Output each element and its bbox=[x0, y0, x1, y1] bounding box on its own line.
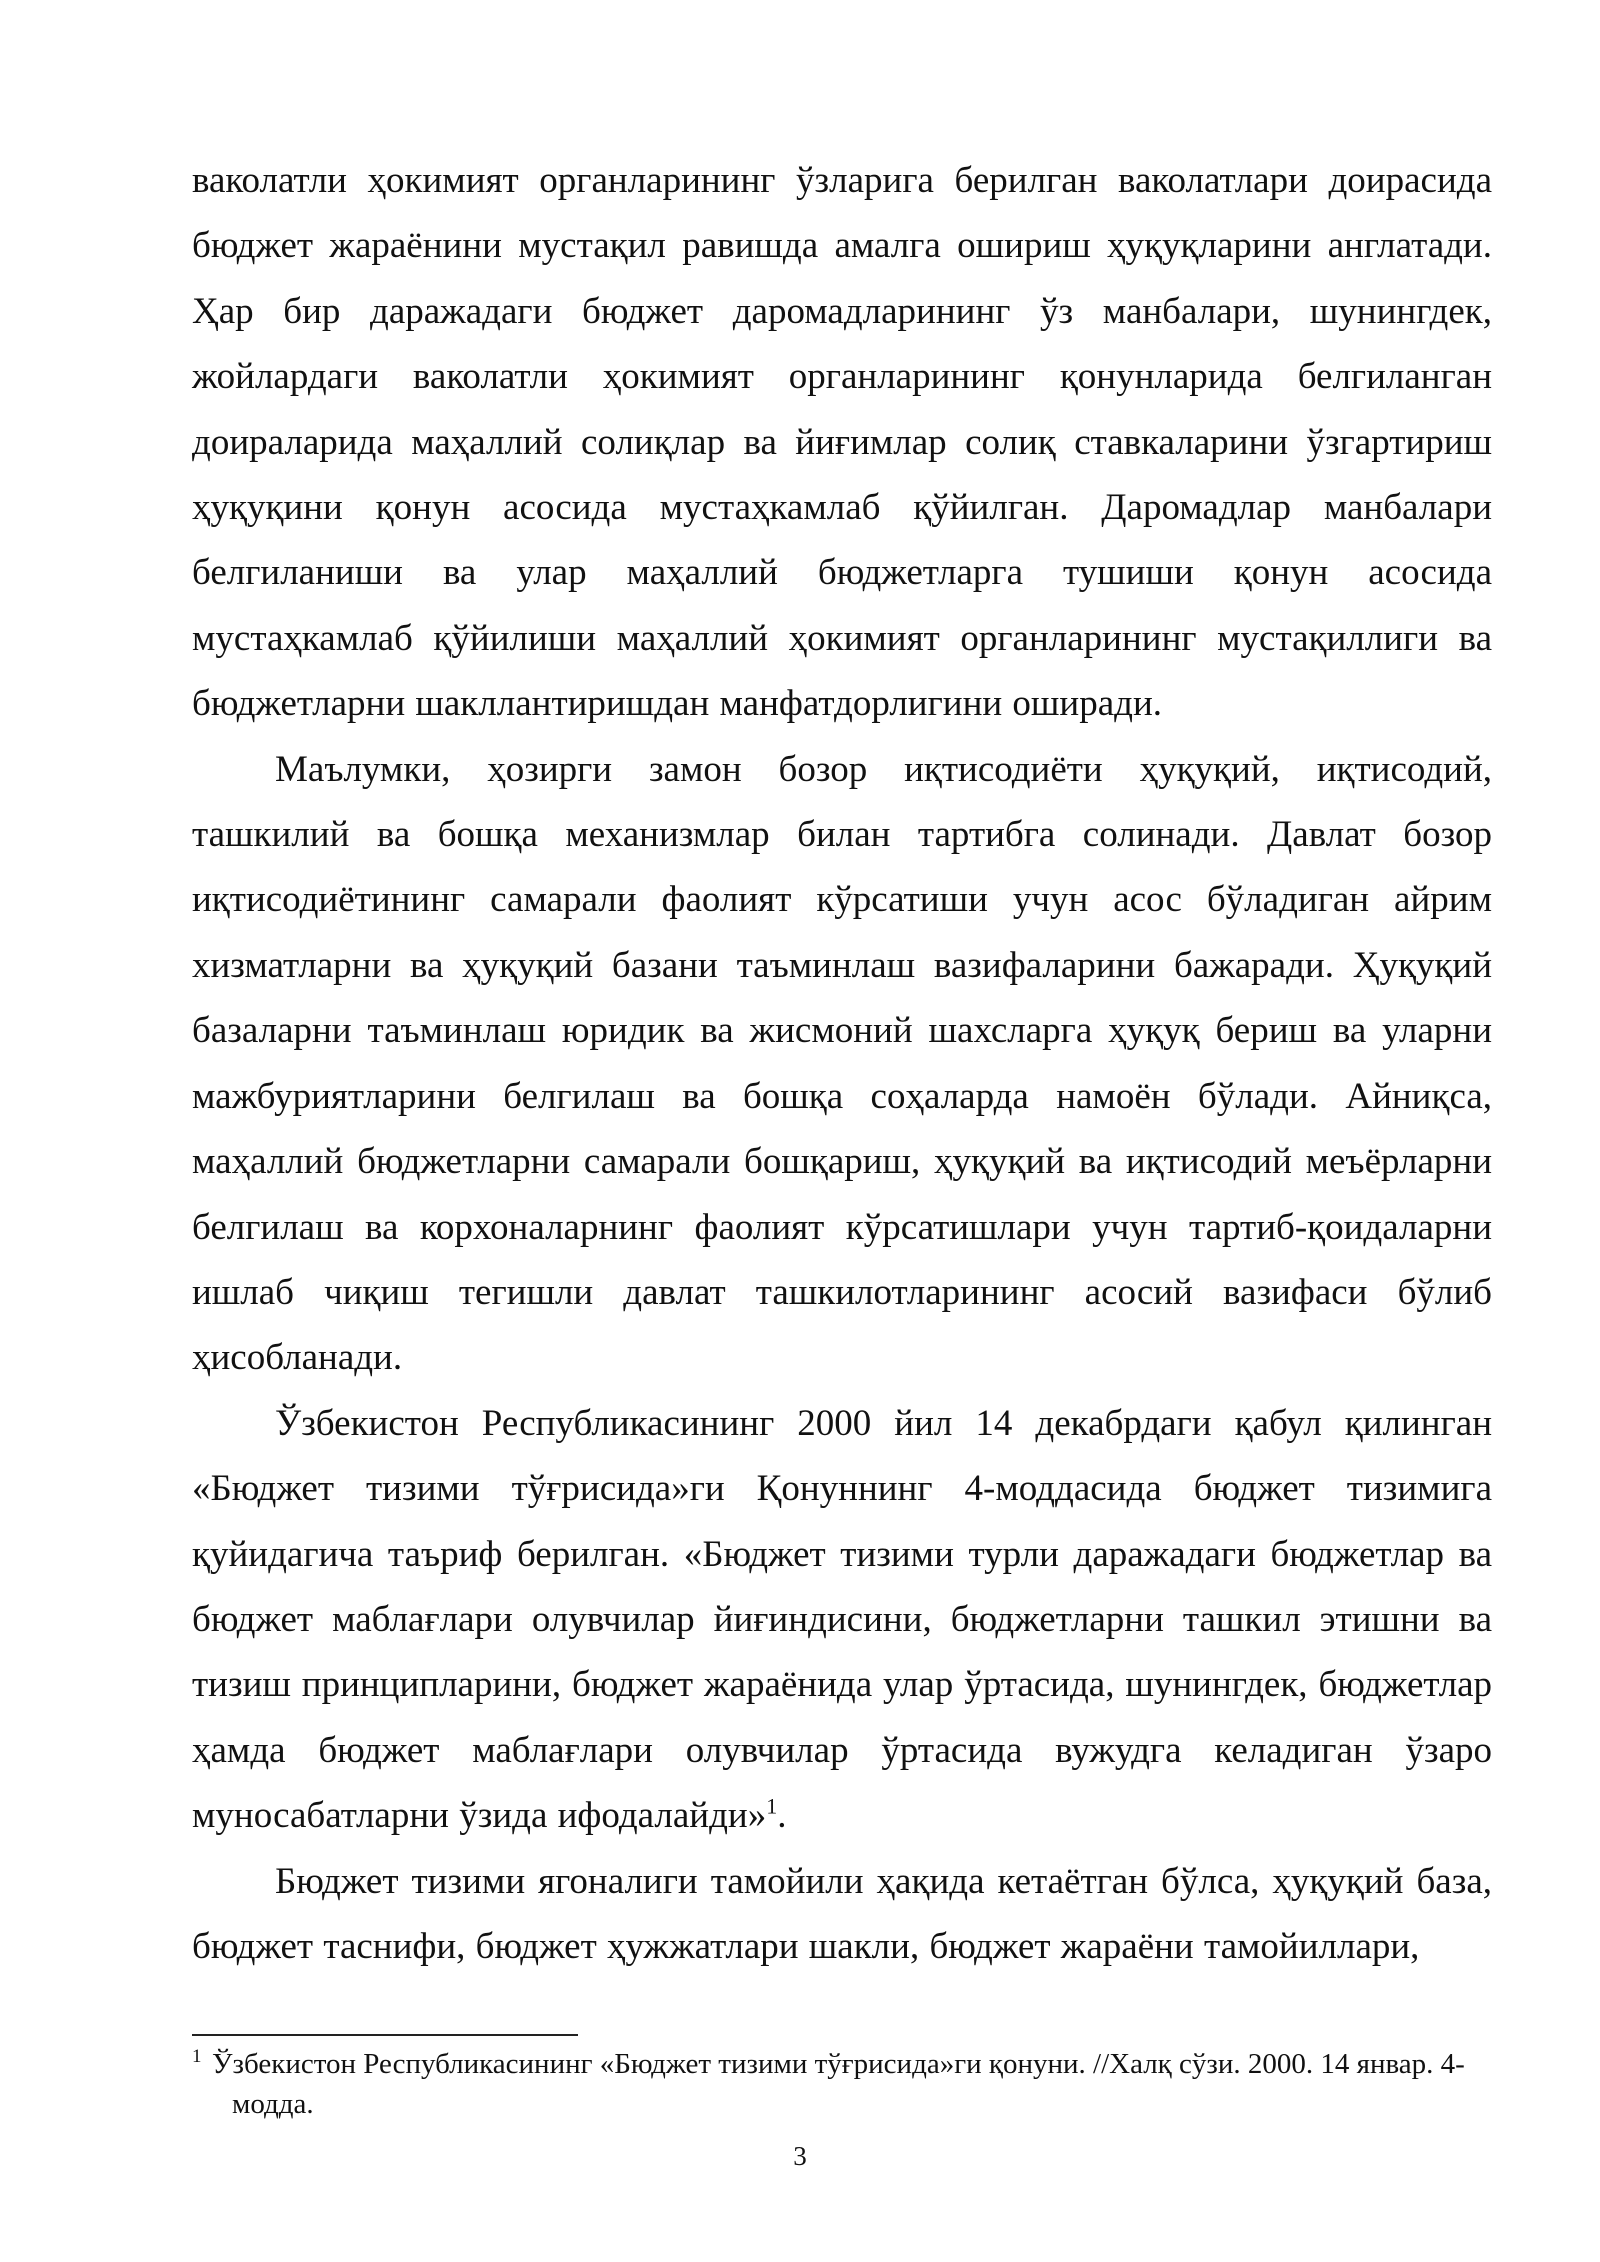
footnote-separator bbox=[192, 2034, 578, 2036]
paragraph-4 bbox=[192, 1849, 1492, 1980]
footnote: 1 Ўзбекистон Республикасининг «Бюджет тизими тўғрисида»ги қонуни. //Халқ сўзи. 2000. 14 январ. 4-модда. bbox=[192, 2046, 1465, 2120]
paragraph-2-text: Маълумки, ҳозирги замон бозор иқтисодиёти ҳуқуқий, иқтисодий, ташкилий ва бошқа механизмлар билан тартибга солинади. Давлат бозор иқтисодиётининг самарали фаолият кўрсатиши учун асос бўладиган айрим хизматларни ва ҳуқуқий базани таъминлаш вазифаларини бажаради. Ҳуқуқий базаларни таъминлаш юридик ва жисмоний шахсларга ҳуқуқ бериш ва уларни мажбуриятларини белгилаш ва бошқа соҳаларда намоён бўлади. Айниқса, маҳаллий бюджетларни самарали бошқариш, ҳуқуқий ва иқтисодий меъёрларни белгилаш ва корхоналарнинг фаолият кўрсатишлари учун тартиб-қоидаларни ишлаб чиқиш тегишли давлат ташкилотларининг асосий вазифаси бўлиб ҳисобланади. bbox=[192, 748, 1492, 1379]
page-number: 3 bbox=[793, 2141, 807, 2171]
footnote-text: Ўзбекистон Республикасининг «Бюджет тизими тўғрисида»ги қонуни. //Халқ сўзи. 2000. 14 январ. 4-модда. bbox=[212, 2048, 1465, 2120]
footnote-reference[interactable]: 1 bbox=[766, 1793, 778, 1819]
paragraph-3 bbox=[192, 1391, 1492, 1849]
paragraph-3-text: Ўзбекистон Республикасининг 2000 йил 14 декабрдаги қабул қилинган «Бюджет тизими тўғрисида»ги Қонуннинг 4-моддасида бюджет тизимига қуйидагича таъриф берилган. «Бюджет тизими турли даражадаги бюджетлар ва бюджет маблағлари олувчилар йиғиндисини, бюджетларни ташкил этишни ва тизиш принципларини, бюджет жараёнида улар ўртасида, шунингдек, бюджетлар ҳамда бюджет маблағлари олувчилар ўртасида вужудга келадиган ўзаро муносабатларни ўзида ифодалайди» bbox=[192, 1402, 1492, 1837]
paragraph-1 bbox=[192, 148, 1492, 737]
body-text bbox=[192, 148, 1492, 1979]
paragraph-3-tail: . bbox=[777, 1795, 787, 1837]
paragraph-1-text: ваколатли ҳокимият органларининг ўзларига берилган ваколатлари доирасида бюджет жараёнини мустақил равишда амалга ошириш ҳуқуқларини англатади. Ҳар бир даражадаги бюджет даромадларининг ўз манбалари, шунингдек, жойлардаги ваколатли ҳокимият органларининг қонунларида белгиланган доираларида маҳаллий солиқлар ва йиғимлар солиқ ставкаларини ўзгартириш ҳуқуқини қонун асосида мустаҳкамлаб қўйилган. Даромадлар манбалари белгиланиши ва улар маҳаллий бюджетларга тушиши қонун асосида мустаҳкамлаб қўйилиши маҳаллий ҳокимият органларининг мустақиллиги ва бюджетларни шакллантиришдан манфатдорлигини оширади. bbox=[192, 160, 1492, 725]
paragraph-4-text: Бюджет тизими ягоналиги тамойили ҳақида кетаётган бўлса, ҳуқуқий база, бюджет таснифи, бюджет ҳужжатлари шакли, бюджет жараёни тамойиллари, bbox=[192, 1860, 1492, 1967]
paragraph-2 bbox=[192, 737, 1492, 1391]
